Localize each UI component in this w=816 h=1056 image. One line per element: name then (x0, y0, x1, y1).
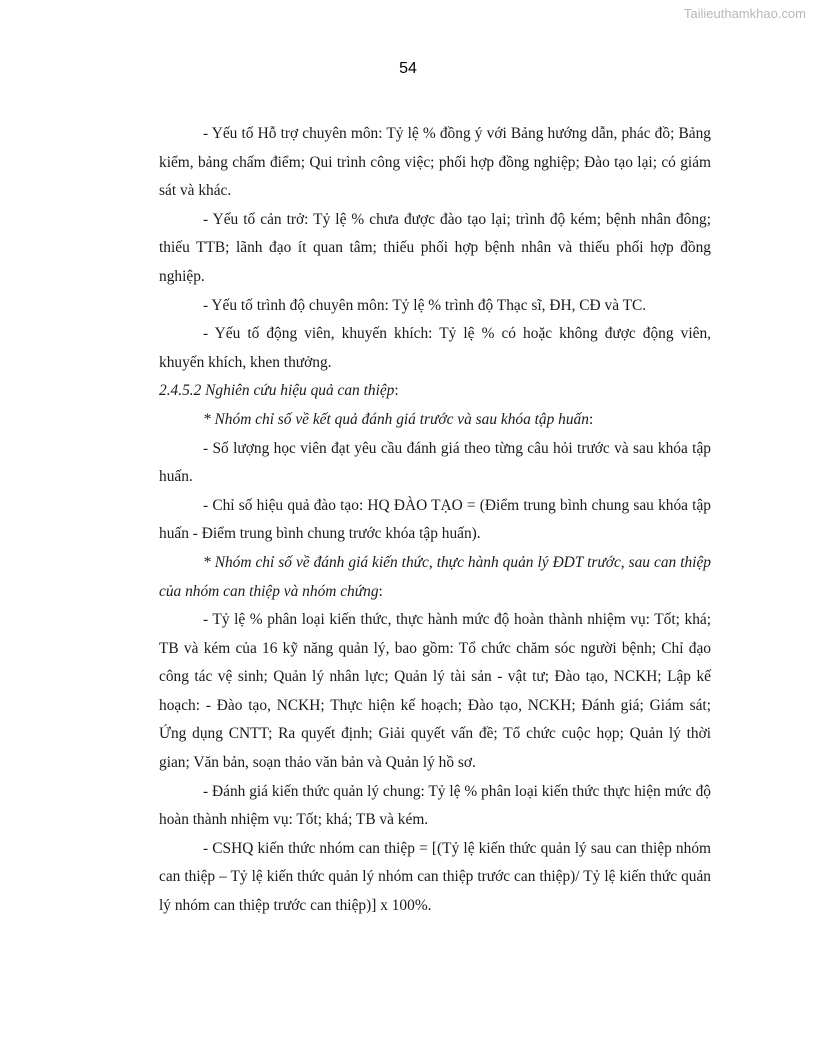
subheading-knowledge-practice-text: * Nhóm chỉ số về đánh giá kiến thức, thực hành quản lý ĐDT trước, sau can thiệp của nhóm can thiệp và nhóm chứng (159, 553, 711, 600)
subheading-training-results (159, 406, 711, 435)
paragraph-obstacle-factor: - Yếu tố cản trở: Tỷ lệ % chưa được đào tạo lại; trình độ kém; bệnh nhân đông; thiếu TTB; lãnh đạo ít quan tâm; thiếu phối hợp bệnh nhân và thiếu phối hợp đồng nghiệp. (159, 210, 711, 285)
section-heading-text: 2.4.5.2 Nghiên cứu hiệu quả can thiệp (159, 382, 395, 400)
paragraph-cshq-formula: - CSHQ kiến thức nhóm can thiệp = [(Tỷ lệ kiến thức quản lý sau can thiệp nhóm can thiệp – Tỷ lệ kiến thức quản lý nhóm can thiệp trước can thiệp)/ Tỷ lệ kiến thức quản lý nhóm can thiệp trước can thiệp)] x 100%. (159, 839, 711, 915)
paragraph-general-knowledge: - Đánh giá kiến thức quản lý chung: Tỷ lệ % phân loại kiến thức thực hiện mức độ hoàn thành nhiệm vụ: Tốt; khá; TB và kém. (159, 782, 711, 829)
section-heading-colon: : (394, 382, 399, 400)
subheading-training-results-text: * Nhóm chỉ số về kết quả đánh giá trước và sau khóa tập huấn (203, 410, 589, 428)
paragraph-support-factor: - Yếu tố Hỗ trợ chuyên môn: Tỷ lệ % đồng ý với Bảng hướng dẫn, phác đồ; Bảng kiểm, bảng chấm điểm; Qui trình công việc; phối hợp đồng nghiệp; Đào tạo lại; có giám sát và khác. (159, 125, 711, 200)
paragraph-motivation-factor: - Yếu tố động viên, khuyến khích: Tỷ lệ % có hoặc không được động viên, khuyến khích, khen thưởng. (159, 325, 711, 371)
paragraph-training-effectiveness: - Chỉ số hiệu quả đào tạo: HQ ĐÀO TẠO = (Điểm trung bình chung sau khóa tập huấn - Điểm trung bình chung trước khóa tập huấn). (159, 496, 711, 543)
watermark: Tailieuthamkhao.com (683, 6, 806, 21)
paragraph-learner-count: - Số lượng học viên đạt yêu cầu đánh giá theo từng câu hỏi trước và sau khóa tập huấn. (159, 439, 711, 486)
document-body (159, 120, 711, 921)
paragraph-management-skills: - Tỷ lệ % phân loại kiến thức, thực hành mức độ hoàn thành nhiệm vụ: Tốt; khá; TB và kém của 16 kỹ năng quản lý, bao gồm: Tổ chức chăm sóc người bệnh; Chỉ đạo công tác vệ sinh; Quản lý nhân lực; Quản lý tài sản - vật tư; Đào tạo, NCKH; Lập kế hoạch: - Đào tạo, NCKH; Thực hiện kế hoạch; Đào tạo, NCKH; Đánh giá; Giám sát; Ứng dụng CNTT; Ra quyết định; Giải quyết vấn đề; Tổ chức cuộc họp; Quản lý thời gian; Văn bản, soạn thảo văn bản và Quản lý hồ sơ. (159, 611, 711, 772)
section-heading (159, 377, 711, 406)
subheading-knowledge-practice (159, 549, 711, 606)
paragraph-qualification-factor: - Yếu tố trình độ chuyên môn: Tỷ lệ % trình độ Thạc sĩ, ĐH, CĐ và TC. (203, 296, 647, 314)
page-number: 54 (399, 60, 417, 77)
subheading-knowledge-practice-colon: : (378, 582, 383, 600)
subheading-training-results-colon: : (588, 410, 594, 428)
